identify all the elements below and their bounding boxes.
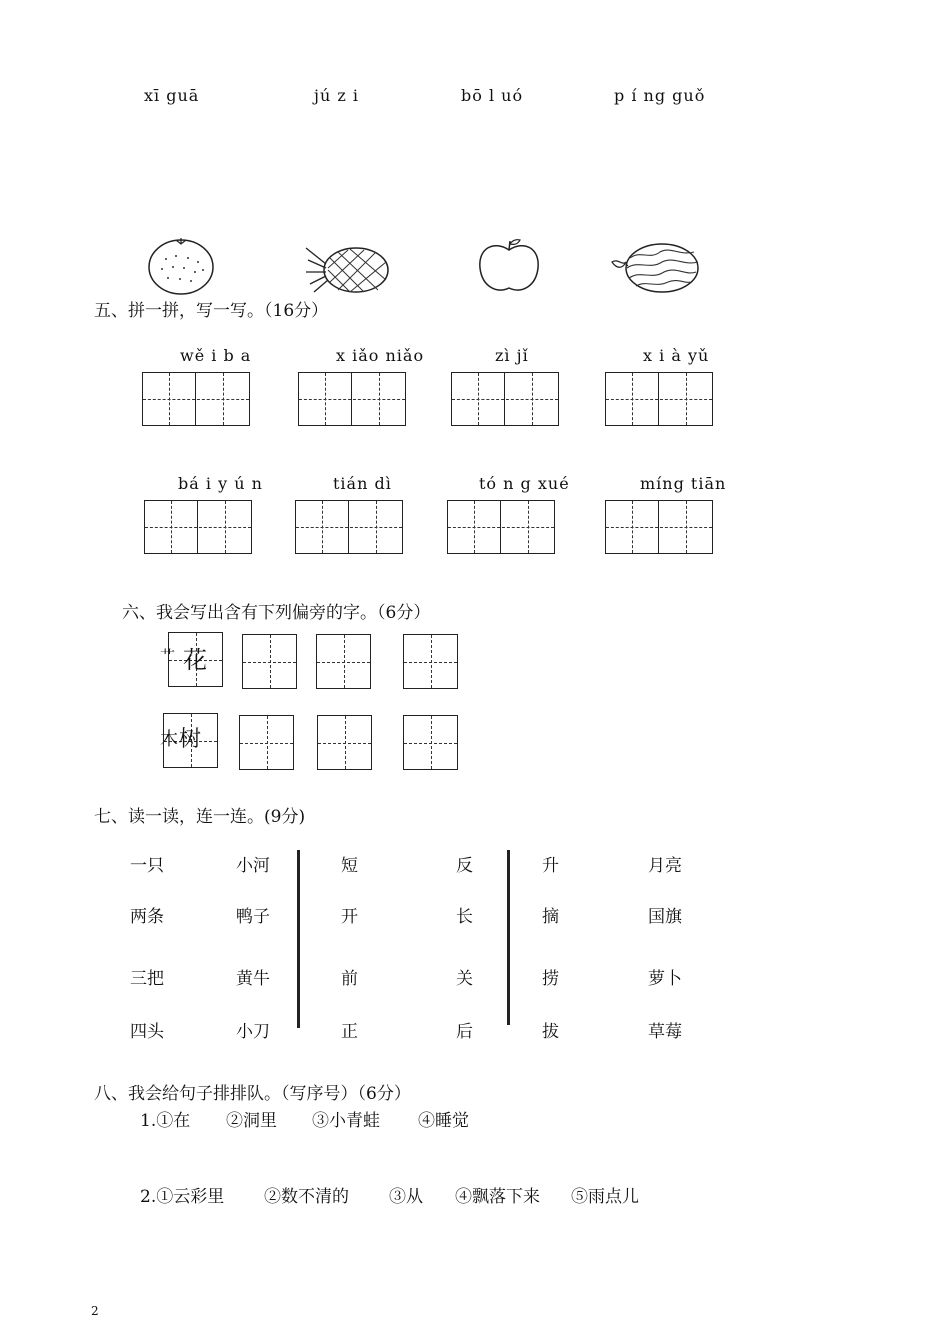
match-col4-item: 关 — [456, 969, 473, 989]
radical-box-cao-3[interactable] — [403, 634, 458, 689]
sentence2-part: 2.①云彩里 — [140, 1187, 225, 1207]
match-col2-item: 鸭子 — [236, 907, 270, 927]
match-col4-item: 后 — [456, 1022, 473, 1042]
sentence1-part: 1.①在 — [140, 1111, 191, 1131]
pinyin-tiandi: tián dì — [333, 474, 392, 493]
match-col2-item: 小河 — [236, 856, 270, 876]
writing-box-weiba[interactable] — [142, 372, 250, 426]
pinyin-xigua: xī guā — [144, 86, 200, 105]
divider-line-1 — [297, 850, 300, 1028]
match-col1-item: 三把 — [130, 969, 164, 989]
match-col6-item: 草莓 — [648, 1022, 682, 1042]
apple-icon — [474, 236, 544, 296]
radical-box-mu-3[interactable] — [403, 715, 458, 770]
pinyin-juzi: jú z i — [314, 86, 359, 105]
watermelon-icon — [610, 240, 702, 296]
sentence1-part: ②洞里 — [226, 1111, 277, 1131]
pinyin-mingtian: míng tiān — [640, 474, 727, 493]
divider-line-2 — [507, 850, 510, 1025]
writing-box-xiaoniao[interactable] — [298, 372, 406, 426]
pinyin-pingguo: p í ng guǒ — [614, 86, 706, 105]
radical-box-cao-2[interactable] — [316, 634, 371, 689]
match-col2-item: 小刀 — [236, 1022, 270, 1042]
radical-box-mu-2[interactable] — [317, 715, 372, 770]
sentence1-part: ④睡觉 — [418, 1111, 469, 1131]
sentence2-part: ④飘落下来 — [455, 1187, 540, 1207]
pinyin-xiaoniao: x iǎo niǎo — [336, 346, 425, 365]
pinyin-tongxue: tó n g xué — [479, 474, 570, 493]
page-number: 2 — [91, 1304, 99, 1318]
writing-box-baiyun[interactable] — [144, 500, 252, 554]
match-col1-item: 一只 — [130, 856, 164, 876]
sentence1-part: ③小青蛙 — [312, 1111, 380, 1131]
match-col2-item: 黄牛 — [236, 969, 270, 989]
radical-cao: 艹 — [160, 647, 176, 665]
sentence2-part: ③从 — [389, 1187, 423, 1207]
sentence2-part: ②数不清的 — [264, 1187, 349, 1207]
match-col5-item: 捞 — [542, 969, 559, 989]
match-col1-item: 四头 — [130, 1022, 164, 1042]
match-col6-item: 国旗 — [648, 907, 682, 927]
match-col5-item: 摘 — [542, 907, 559, 927]
writing-box-ziji[interactable] — [451, 372, 559, 426]
match-col4-item: 反 — [456, 856, 473, 876]
writing-box-mingtian[interactable] — [605, 500, 713, 554]
pinyin-ziji: zì jǐ — [495, 346, 529, 365]
radical-mu: 木 — [160, 729, 178, 750]
match-col5-item: 拔 — [542, 1022, 559, 1042]
match-col3-item: 正 — [341, 1022, 358, 1042]
match-col4-item: 长 — [456, 907, 473, 927]
match-col3-item: 短 — [341, 856, 358, 876]
section8-title: 八、我会给句子排排队。（写序号）（6分） — [94, 1084, 411, 1104]
match-col6-item: 月亮 — [648, 856, 682, 876]
pinyin-xiayu: x i à yǔ — [643, 346, 710, 365]
writing-box-tongxue[interactable] — [447, 500, 555, 554]
match-col3-item: 前 — [341, 969, 358, 989]
sentence2-part: ⑤雨点儿 — [571, 1187, 639, 1207]
radical-box-mu-1[interactable] — [239, 715, 294, 770]
match-col6-item: 萝卜 — [648, 969, 682, 989]
section5-title: 五、拼一拼，写一写。（16分） — [94, 301, 329, 321]
match-col5-item: 升 — [542, 856, 559, 876]
writing-box-xiayu[interactable] — [605, 372, 713, 426]
pinyin-weiba: wě i b a — [180, 346, 252, 365]
match-col1-item: 两条 — [130, 907, 164, 927]
section6-title: 六、我会写出含有下列偏旁的字。（6分） — [122, 603, 431, 623]
example-char-hua: 花 — [183, 646, 207, 674]
pineapple-icon — [304, 238, 390, 296]
section7-title: 七、读一读，连一连。(9分) — [94, 807, 306, 827]
radical-box-cao-1[interactable] — [242, 634, 297, 689]
match-col3-item: 开 — [341, 907, 358, 927]
pinyin-boluo: bō l uó — [461, 86, 524, 105]
pinyin-baiyun: bá i y ú n — [178, 474, 263, 493]
orange-icon — [146, 234, 216, 296]
example-char-shu: 树 — [179, 727, 202, 752]
writing-box-tiandi[interactable] — [295, 500, 403, 554]
